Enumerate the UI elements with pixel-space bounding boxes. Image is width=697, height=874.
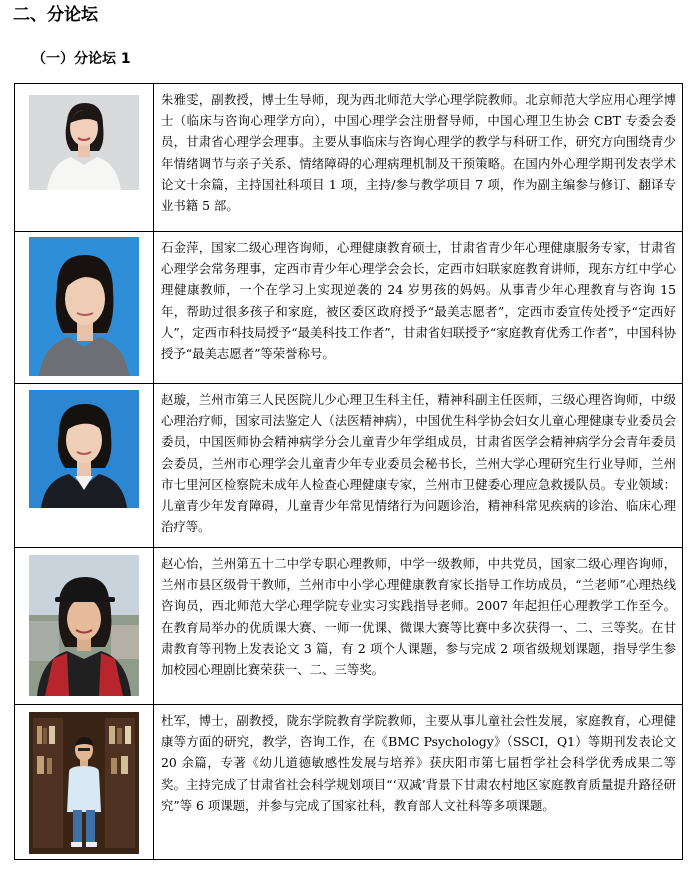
photo-cell bbox=[15, 705, 154, 860]
portrait-photo-woman-dark-suit bbox=[29, 390, 139, 508]
speaker-table bbox=[14, 83, 683, 860]
section-heading: 二、分论坛 bbox=[13, 5, 98, 25]
table-row bbox=[15, 705, 683, 860]
table-row bbox=[15, 84, 683, 232]
photo-cell bbox=[15, 548, 154, 705]
table-row bbox=[15, 384, 683, 548]
portrait-photo-woman-white-blouse bbox=[29, 95, 139, 190]
portrait-photo-man-bookshelf bbox=[29, 712, 139, 854]
photo-cell bbox=[15, 384, 154, 548]
portrait-photo-woman-blue-background bbox=[29, 237, 139, 376]
speaker-bio: 赵璇，兰州市第三人民医院儿少心理卫生科主任，精神科副主任医师，三级心理咨询师，中级心理治疗师，国家司法鉴定人（法医精神病），中国优生科学协会妇女儿童心理健康专业委员会委员，中国医师协会精神病学分会儿童青少年学组成员，甘肃省医学会精神病学分会青年委员会委员，兰州市心理学会儿童青少年专业委员会秘书长，兰州大学心理研究生行业导师，兰州市七里河区检察院未成年人检查心理健康专家，兰州市卫健委心理应急救援队员。专业领域：儿童青少年发育障碍，儿童青少年常见情绪行为问题诊治，精神科常见疾病的诊治、临床心理治疗等。 bbox=[154, 384, 683, 548]
speaker-bio: 石金萍，国家二级心理咨询师，心理健康教育硕士，甘肃省青少年心理健康服务专家，甘肃省心理学会常务理事，定西市青少年心理学会会长，定西市妇联家庭教育讲师，现东方红中学心理健康教师，一个在学习上实现逆袭的 24 岁男孩的妈妈。从事青少年心理教育与咨询 15 年，帮助过很多孩子和家庭，被区委区政府授予“最美志愿者”，定西市委宣传处授予“定西好人”，定西市科技局授予“最美科技工作者”，甘肃省妇联授予“家庭教育优秀工作者”，中国科协授予“最美志愿者”等荣誉称号。 bbox=[154, 232, 683, 384]
subsection-heading: （一）分论坛 1 bbox=[32, 51, 131, 67]
portrait-photo-woman-cap-outdoor bbox=[29, 555, 139, 696]
speaker-bio: 朱雅雯，副教授，博士生导师，现为西北师范大学心理学院教师。北京师范大学应用心理学博士（临床与咨询心理学方向），中国心理学会注册督导师，中国心理卫生协会 CBT 专委会委员，甘肃省心理学会理事。主要从事临床与咨询心理学的教学与科研工作，研究方向围绕青少年情绪调节与亲子关系、情绪障碍的心理病理机制及干预策略。在国内外心理学期刊发表学术论文十余篇，主持国社科项目 1 项，主持/参与教学项目 7 项，作为副主编参与修订、翻译专业书籍 5 部。 bbox=[154, 84, 683, 232]
photo-cell bbox=[15, 84, 154, 232]
speaker-bio: 杜军，博士，副教授，陇东学院教育学院教师，主要从事儿童社会性发展，家庭教育，心理健康等方面的研究，教学，咨询工作，在《BMC Psychology》（SSCI，Q1）等期刊发表论文 20 余篇，专著《幼儿道德敏感性发展与培养》获庆阳市第七届哲学社会科学优秀成果二等奖。主持完成了甘肃省社会科学规划项目“‘双减’背景下甘肃农村地区家庭教育质量提升路径研究”等 6 项课题，并参与完成了国家社科，教育部人文社科等多项课题。 bbox=[154, 705, 683, 860]
table-row bbox=[15, 548, 683, 705]
table-row bbox=[15, 232, 683, 384]
speaker-bio: 赵心怡，兰州第五十二中学专职心理教师，中学一级教师，中共党员，国家二级心理咨询师，兰州市县区级骨干教师，兰州市中小学心理健康教育家长指导工作坊成员，“兰老师”心理热线咨询员，西北师范大学心理学院专业实习实践指导老师。2007 年起担任心理教学工作至今。在教育局举办的优质课大赛、一师一优课、微课大赛等比赛中多次获得一、二、三等奖。在甘肃教育等刊物上发表论文 3 篇，有 2 项个人课题，参与完成 2 项省级规划课题，指导学生参加校园心理剧比赛荣获一、二、三等奖。 bbox=[154, 548, 683, 705]
photo-cell bbox=[15, 232, 154, 384]
